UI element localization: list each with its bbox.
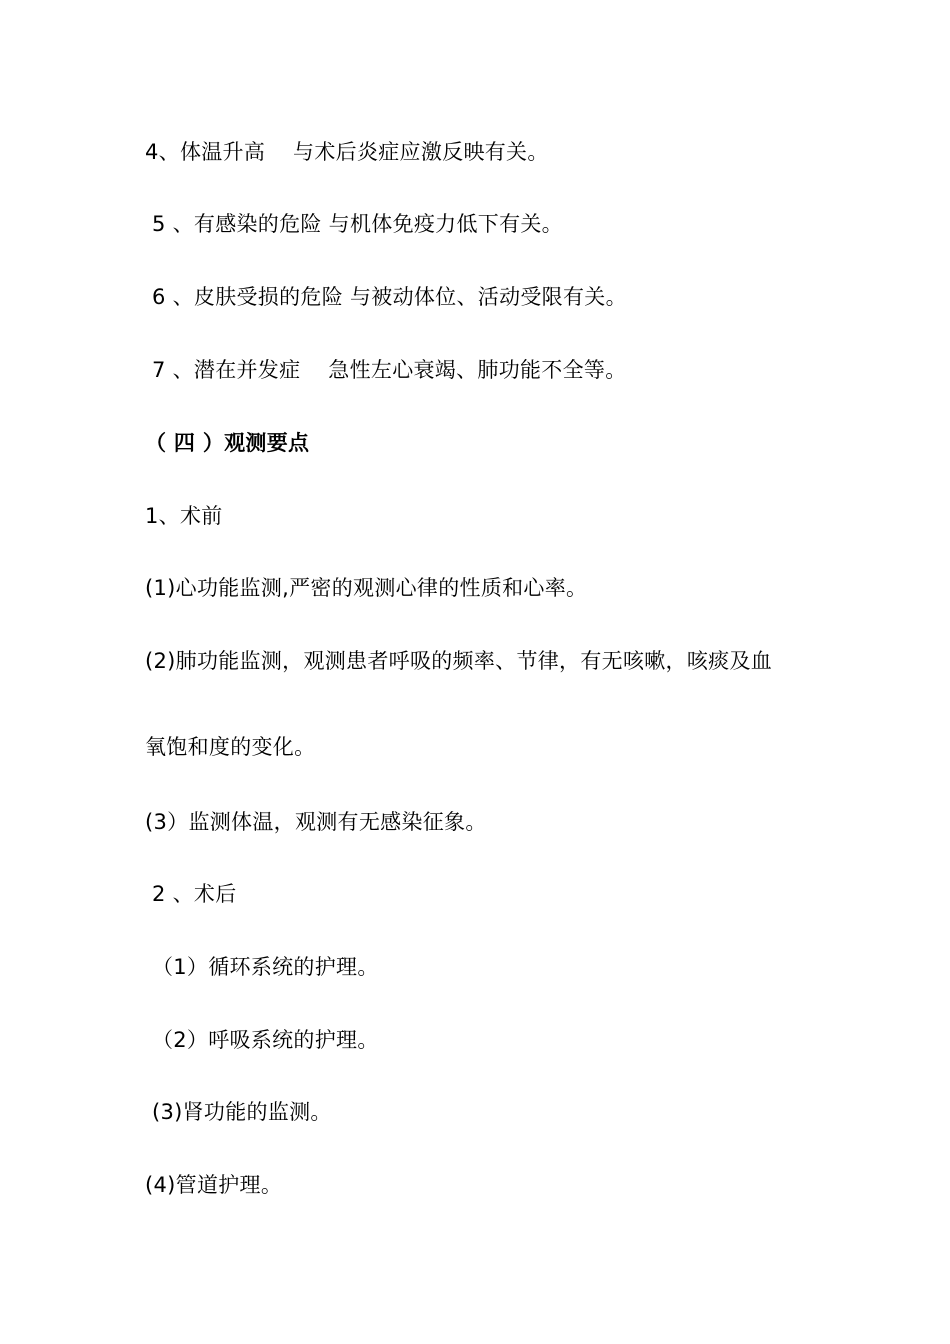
text-line-diagnosis-5: 5 、有感染的危险 与机体免疫力低下有关。 xyxy=(145,212,563,236)
text-line-diagnosis-7: 7 、潜在并发症 急性左心衰竭、肺功能不全等。 xyxy=(145,358,627,382)
text-line-postop-4: (4)管道护理。 xyxy=(145,1173,283,1197)
text-line-postop-1: （1）循环系统的护理。 xyxy=(145,955,379,979)
text-line-postop-3: (3)肾功能的监测。 xyxy=(145,1100,332,1124)
section-heading-observation: （ 四 ）观测要点 xyxy=(145,431,310,455)
text-line-preop-2-continued: 氧饱和度的变化。 xyxy=(145,735,316,759)
text-line-diagnosis-6: 6 、皮肤受损的危险 与被动体位、活动受限有关。 xyxy=(145,285,627,309)
text-line-preop-3: (3）监测体温，观测有无感染征象。 xyxy=(145,810,487,834)
text-line-diagnosis-4: 4、体温升高 与术后炎症应激反映有关。 xyxy=(145,140,549,164)
text-line-postop-2: （2）呼吸系统的护理。 xyxy=(145,1028,379,1052)
text-line-preop-1: (1)心功能监测,严密的观测心律的性质和心率。 xyxy=(145,576,588,600)
subheading-postop: 2 、术后 xyxy=(145,882,237,906)
subheading-preop: 1、术前 xyxy=(145,504,223,528)
text-line-preop-2: (2)肺功能监测，观测患者呼吸的频率、节律，有无咳嗽，咳痰及血 xyxy=(145,649,773,673)
